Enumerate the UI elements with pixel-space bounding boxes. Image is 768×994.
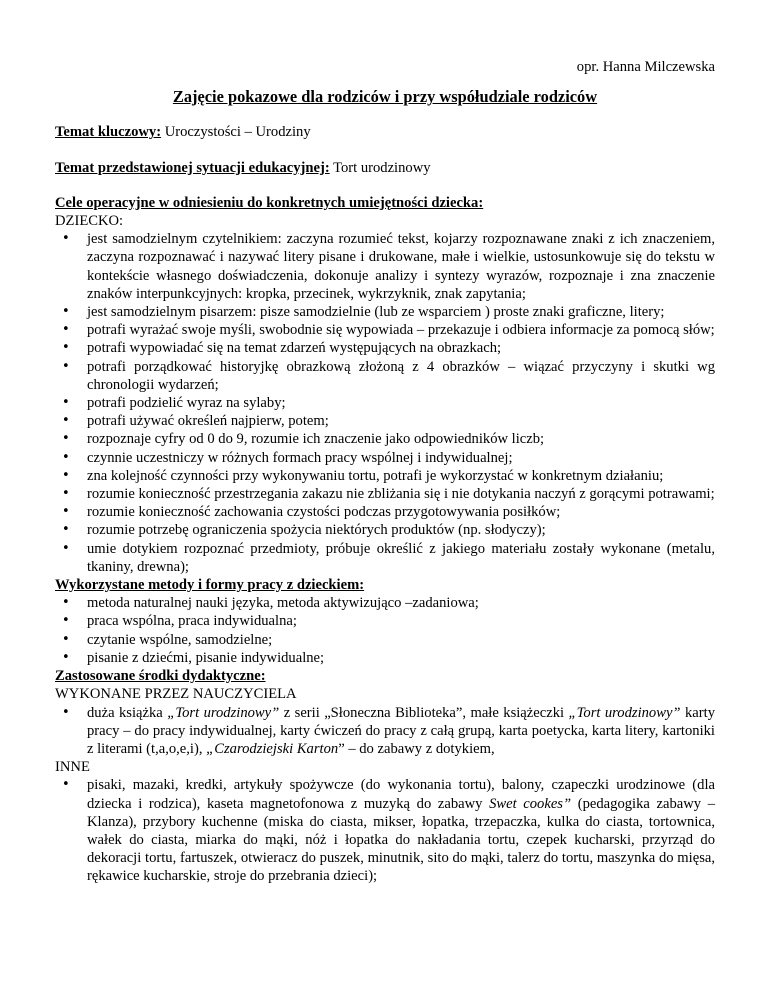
means-other-list bbox=[55, 776, 715, 885]
topic-situation bbox=[55, 159, 715, 177]
list-item bbox=[55, 704, 715, 759]
document-title: Zajęcie pokazowe dla rodziców i przy współudziale rodziców bbox=[172, 87, 598, 107]
author-line: opr. Hanna Milczewska bbox=[576, 59, 715, 75]
list-item: • rozumie konieczność przestrzegania zakazu nie zbliżania się i nie dotykania naczyń z gorącymi potrawami; bbox=[55, 485, 715, 503]
game-title: „Czarodziejski Karton bbox=[206, 740, 339, 757]
topic-key-label: Temat kluczowy: bbox=[55, 124, 162, 141]
text-run: duża książka bbox=[87, 704, 168, 721]
topic-key-value: Uroczystości – Urodziny bbox=[164, 124, 311, 141]
methods-heading: Wykorzystane metody i formy pracy z dzieckiem: bbox=[55, 577, 365, 594]
book-title: „Tort urodzinowy” bbox=[568, 704, 681, 721]
list-item: • potrafi porządkować historyjkę obrazkową złożoną z 4 obrazków – wiązać przyczyny i skutki wg chronologii wydarzeń; bbox=[55, 358, 715, 394]
list-item: • potrafi podzielić wyraz na sylaby; bbox=[55, 394, 715, 412]
text-run: (pedagogika zabawy – Klanza), przybory kuchenne (miska do ciasta, mikser, łopatka, trzepaczka, kulka do ciasta, tortownica, wałek do ciasta, miarka do mąki, nóż i łopatka do nakładania tortu, czepek kucharski, przyrząd do dekoracji tortu, fartuszek, otwieracz do puszek, minutnik, sito do mąki, talerz do tortu, maszynka do mięsa, rękawice kucharskie, stroje do przebrania dzieci); bbox=[87, 795, 715, 885]
list-item: • rozpoznaje cyfry od 0 do 9, rozumie ich znaczenie jako odpowiedników liczb; bbox=[55, 430, 715, 448]
goals-list bbox=[55, 230, 715, 576]
list-item: • pisanie z dziećmi, pisanie indywidualne; bbox=[55, 649, 715, 667]
topic-situation-label: Temat przedstawionej sytuacji edukacyjnej: bbox=[55, 159, 330, 176]
list-item: • jest samodzielnym pisarzem: pisze samodzielnie (lub ze wsparciem ) proste znaki graficzne, litery; bbox=[55, 303, 715, 321]
text-run: karty pracy – do pracy indywidualnej, karty ćwiczeń do pracy z całą grupą, karta poetycka, karta litery, kartoniki z literami (t,a,o,e,i), bbox=[87, 704, 715, 757]
list-item: • zna kolejność czynności przy wykonywaniu tortu, potrafi je wykorzystać w konkretnym działaniu; bbox=[55, 467, 715, 485]
methods-list bbox=[55, 594, 715, 667]
methods-section bbox=[55, 576, 715, 667]
list-item: • rozumie konieczność zachowania czystości podczas przygotowywania posiłków; bbox=[55, 503, 715, 521]
list-item: • czytanie wspólne, samodzielne; bbox=[55, 631, 715, 649]
text-run: pisaki, mazaki, kredki, artykuły spożywcze (do wykonania tortu), balony, czapeczki urodzinowe (dla dziecka i rodzica), kaseta magnetofonowa z muzyką do zabawy bbox=[87, 777, 715, 812]
book-title: „Tort urodzinowy” bbox=[167, 704, 280, 721]
list-item: • potrafi wyrażać swoje myśli, swobodnie się wypowiada – przekazuje i odbiera informacje za pomocą słów; bbox=[55, 321, 715, 339]
text-run: ” – do zabawy z dotykiem, bbox=[338, 740, 495, 757]
means-heading: Zastosowane środki dydaktyczne: bbox=[55, 668, 266, 685]
game-title: Swet cookes” bbox=[489, 795, 572, 812]
topic-key bbox=[55, 123, 715, 141]
topic-situation-value: Tort urodzinowy bbox=[333, 159, 431, 176]
means-teacher-label: WYKONANE PRZEZ NAUCZYCIELA bbox=[55, 686, 297, 703]
list-item: • potrafi wypowiadać się na temat zdarzeń występujących na obrazkach; bbox=[55, 339, 715, 357]
list-item bbox=[55, 776, 715, 885]
list-item: • jest samodzielnym czytelnikiem: zaczyna rozumieć tekst, kojarzy rozpoznawane znaki z ich znaczeniem, zaczyna rozpoznawać i nazywać litery pisane i drukowane, małe i wielkie, ustosunkowuje się do tekstu w kontekście własnego doświadczenia, dokonuje analizy i syntezy wyrazów, rozpoznaje i zna znaczenie znaków interpunkcyjnych: kropka, przecinek, wykrzyknik, znak zapytania; bbox=[55, 230, 715, 303]
list-item: • umie dotykiem rozpoznać przedmioty, próbuje określić z jakiego materiału zostały wykonane (metalu, tkaniny, drewna); bbox=[55, 540, 715, 576]
means-section bbox=[55, 667, 715, 885]
list-item: • czynnie uczestniczy w różnych formach pracy wspólnej i indywidualnej; bbox=[55, 449, 715, 467]
list-item: • rozumie potrzebę ograniczenia spożycia niektórych produktów (np. słodyczy); bbox=[55, 521, 715, 539]
text-run: z serii „Słoneczna Biblioteka”, małe książeczki bbox=[279, 704, 569, 721]
goals-section bbox=[55, 194, 715, 576]
document-page bbox=[55, 58, 715, 886]
means-teacher-list bbox=[55, 704, 715, 759]
means-other-label: INNE bbox=[55, 759, 90, 776]
goals-heading: Cele operacyjne w odniesieniu do konkretnych umiejętności dziecka: bbox=[55, 194, 484, 211]
list-item: • metoda naturalnej nauki języka, metoda aktywizująco –zadaniowa; bbox=[55, 594, 715, 612]
list-item: • potrafi używać określeń najpierw, potem; bbox=[55, 412, 715, 430]
goals-subheading: DZIECKO: bbox=[55, 213, 124, 230]
list-item: • praca wspólna, praca indywidualna; bbox=[55, 612, 715, 630]
